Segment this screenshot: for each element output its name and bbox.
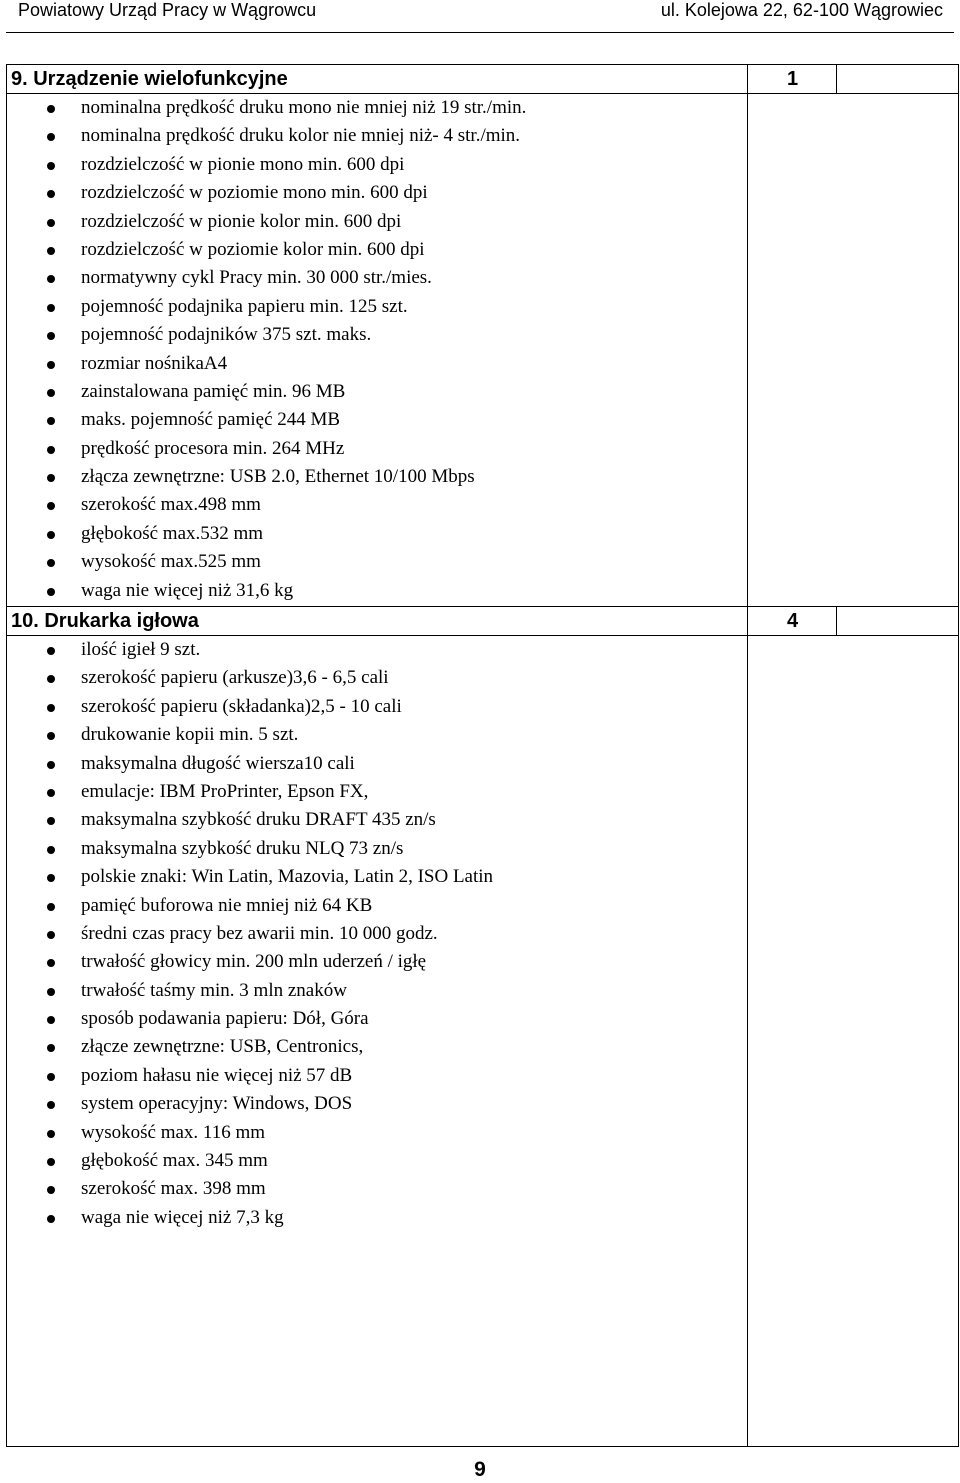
spec-list-item: szerokość max.498 mm [7,491,747,519]
page-number: 9 [474,1458,486,1481]
spec-list-item: rozdzielczość w pionie kolor min. 600 dpi [7,208,747,236]
page-header [0,0,960,34]
spec-list-item: zainstalowana pamięć min. 96 MB [7,378,747,406]
spec-list-item: ilość igieł 9 szt. [7,636,747,664]
spec-list [7,636,747,1232]
spec-list-item: maksymalna szybkość druku NLQ 73 zn/s [7,835,747,863]
spec-list-item: złącze zewnętrzne: USB, Centronics, [7,1033,747,1061]
spec-list-item: maks. pojemność pamięć 244 MB [7,406,747,434]
spec-list-item: trwałość taśmy min. 3 mln znaków [7,977,747,1005]
spec-list-item: rozmiar nośnikaA4 [7,350,747,378]
spec-list-item: emulacje: IBM ProPrinter, Epson FX, [7,778,747,806]
spec-list-item: rozdzielczość w pionie mono min. 600 dpi [7,151,747,179]
spec-list-item: maksymalna szybkość druku DRAFT 435 zn/s [7,806,747,834]
header-organization: Powiatowy Urząd Pracy w Wągrowcu [18,0,317,20]
section-title: 10. Drukarka igłowa [11,610,199,632]
section-body-row [7,636,959,1447]
spec-list-item: pojemność podajników 375 szt. maks. [7,321,747,349]
spec-list-item: wysokość max.525 mm [7,548,747,576]
section-title: 9. Urządzenie wielofunkcyjne [11,68,288,90]
spec-list-item: poziom hałasu nie więcej niż 57 dB [7,1062,747,1090]
price-cell [837,607,959,636]
spec-list-item: waga nie więcej niż 31,6 kg [7,577,747,605]
spec-list-item: polskie znaki: Win Latin, Mazovia, Latin 2, ISO Latin [7,863,747,891]
spec-list-item: drukowanie kopii min. 5 szt. [7,721,747,749]
spec-list-item: szerokość papieru (arkusze)3,6 - 6,5 cali [7,664,747,692]
section-quantity: 4 [787,610,799,632]
spec-list-item: nominalna prędkość druku mono nie mniej niż 19 str./min. [7,94,747,122]
section-body-row [7,94,959,607]
spec-list-item: wysokość max. 116 mm [7,1119,747,1147]
spec-list-item: prędkość procesora min. 264 MHz [7,435,747,463]
header-divider [6,32,954,33]
spec-list-item: pojemność podajnika papieru min. 125 szt. [7,293,747,321]
spec-list-item: maksymalna długość wiersza10 cali [7,750,747,778]
price-cell [837,65,959,94]
spec-list-item: rozdzielczość w poziomie kolor min. 600 dpi [7,236,747,264]
spec-list [7,94,747,605]
specification-table [6,64,959,1447]
spec-list-item: szerokość max. 398 mm [7,1175,747,1203]
spec-list-item: głębokość max.532 mm [7,520,747,548]
spec-list-item: system operacyjny: Windows, DOS [7,1090,747,1118]
spec-list-item: waga nie więcej niż 7,3 kg [7,1204,747,1232]
spec-list-item: złącza zewnętrzne: USB 2.0, Ethernet 10/100 Mbps [7,463,747,491]
spec-list-item: szerokość papieru (składanka)2,5 - 10 cali [7,693,747,721]
section-title-row [7,607,959,636]
spec-list-item: trwałość głowicy min. 200 mln uderzeń / igłę [7,948,747,976]
section-title-row [7,65,959,94]
section-quantity: 1 [787,68,799,90]
spec-list-item: sposób podawania papieru: Dół, Góra [7,1005,747,1033]
header-address: ul. Kolejowa 22, 62-100 Wągrowiec [660,0,943,20]
spec-list-item: średni czas pracy bez awarii min. 10 000 godz. [7,920,747,948]
spec-list-item: nominalna prędkość druku kolor nie mniej niż- 4 str./min. [7,122,747,150]
spec-list-item: pamięć buforowa nie mniej niż 64 KB [7,892,747,920]
spec-list-item: normatywny cykl Pracy min. 30 000 str./mies. [7,264,747,292]
spec-list-item: rozdzielczość w poziomie mono min. 600 dpi [7,179,747,207]
spec-list-item: głębokość max. 345 mm [7,1147,747,1175]
